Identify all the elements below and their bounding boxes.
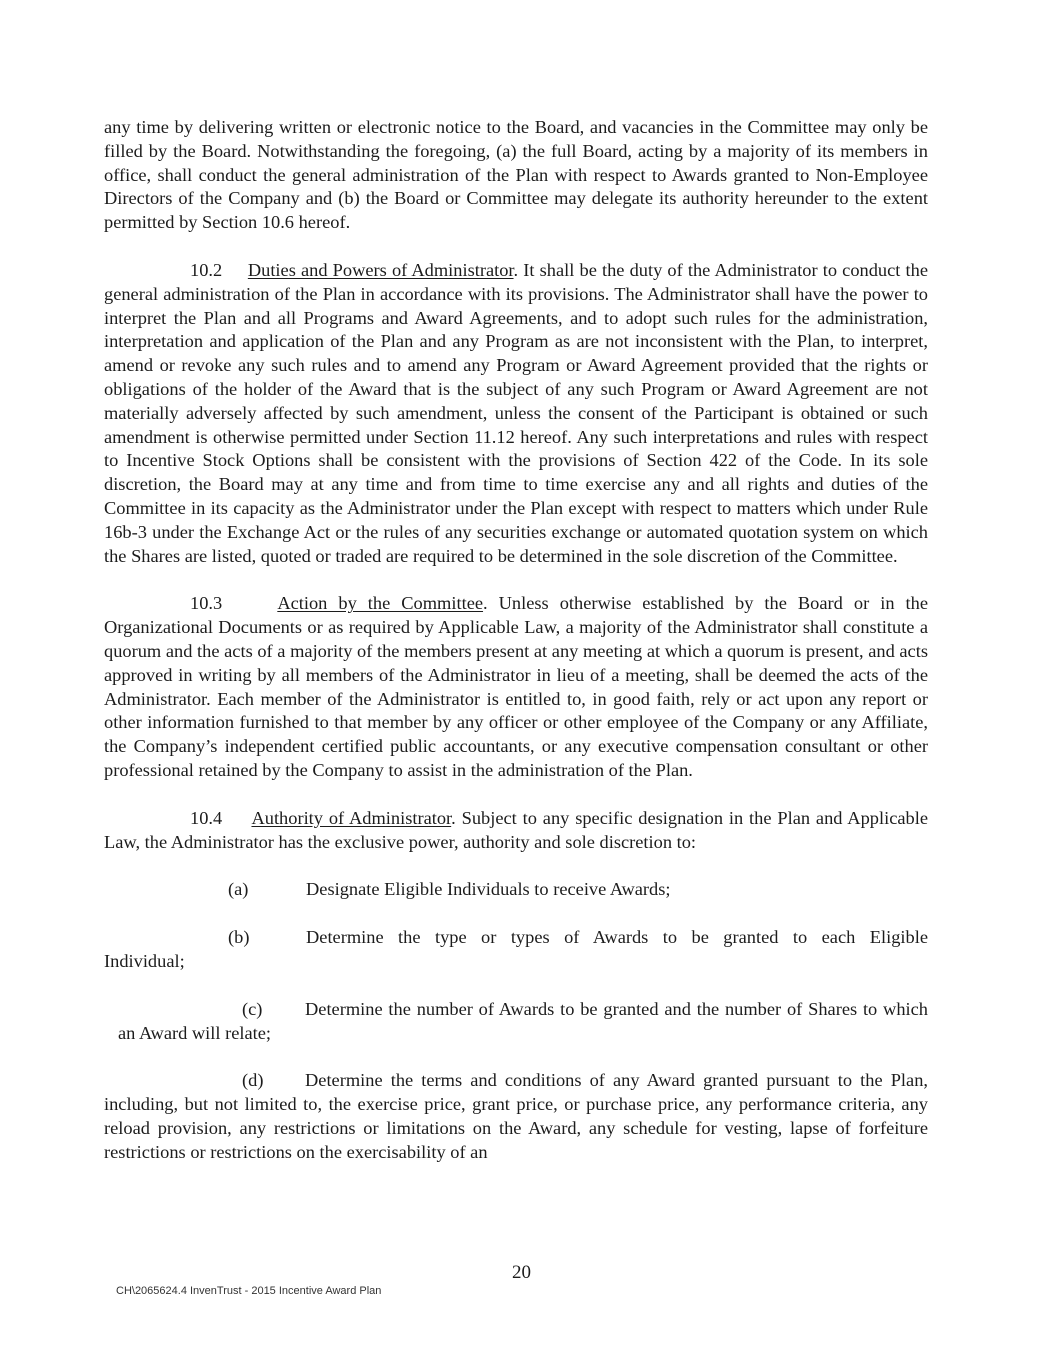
section-10-3: 10.3 Action by the Committee. Unless otherwise established by the Board or in the Organizational Documents or as required by Applicable Law, a majority of the Administrator shall constitute a quorum and the acts of a majority of the members present at any meeting at which a quorum is present, and acts approved in writing by all members of the Administrator in lieu of a meeting, shall be deemed the acts of the Administrator. Each member of the Administrator is entitled to, in good faith, rely or act upon any report or other information furnished to that member by any officer or other employee of the Company or any Affiliate, the Company’s independent certified public accountants, or any executive compensation consultant or other professional retained by the Company to assist in the administration of the Plan. bbox=[104, 593, 929, 780]
section-heading: Action by the Committee bbox=[277, 593, 484, 614]
page-number: 20 bbox=[512, 1262, 531, 1283]
item-text: Designate Eligible Individuals to receive Awards; bbox=[306, 879, 671, 900]
document-id: CH\2065624.4 InvenTrust - 2015 Incentive Award Plan bbox=[116, 1285, 382, 1297]
item-label: (a) bbox=[228, 879, 249, 900]
list-item-a bbox=[104, 878, 928, 902]
intro-paragraph: any time by delivering written or electronic notice to the Board, and vacancies in the Committee may only be filled by the Board. Notwithstanding the foregoing, (a) the full Board, acting by a majority of its members in office, shall conduct the general administration of the Plan with respect to Awards granted to Non-Employee Directors of the Company and (b) the Board or Committee may delegate its authority hereunder to the extent permitted by Section 10.6 hereof. bbox=[104, 117, 928, 233]
item-text-continued: Individual; bbox=[104, 950, 185, 971]
item-label: (c) bbox=[242, 998, 263, 1019]
item-label: (b) bbox=[228, 927, 250, 948]
section-number: 10.4 bbox=[190, 807, 223, 828]
item-label: (d) bbox=[242, 1070, 264, 1091]
item-text: Determine the terms and conditions of any Award granted pursuant to the Plan, including, but not limited to, the exercise price, grant price, or purchase price, any performance criteria, any reload provision, any restrictions or limitations on the Award, any schedule for vesting, lapse of forfeiture restrictions or restrictions on the exercisability of an bbox=[104, 1070, 928, 1162]
item-text: Determine the type or types of Awards to be granted to each Eligible bbox=[306, 927, 928, 948]
item-text: Determine the number of Awards to be granted and the number of Shares to which an Award will relate; bbox=[118, 998, 928, 1043]
section-number: 10.2 bbox=[190, 259, 223, 280]
list-item-b bbox=[104, 926, 928, 974]
section-heading: Authority of Administrator bbox=[251, 807, 452, 828]
list-item-d bbox=[104, 1069, 928, 1164]
list-item-c bbox=[104, 998, 928, 1046]
section-10-4: 10.4 Authority of Administrator. Subject to any specific designation in the Plan and Applicable Law, the Administrator has the exclusive power, authority and sole discretion to: bbox=[104, 807, 928, 852]
section-heading: Duties and Powers of Administrator bbox=[247, 259, 514, 280]
document-page bbox=[104, 116, 928, 1164]
section-body: Subject to any specific designation in the Plan and Applicable Law, the Administrator has the exclusive power, authority and sole discretion to: bbox=[104, 807, 928, 852]
section-10-2: 10.2 Duties and Powers of Administrator. It shall be the duty of the Administrator to conduct the general administration of the Plan in accordance with its provisions. The Administrator shall have the power to interpret the Plan and all Programs and Award Agreements, and to adopt such rules for the administration, interpretation and application of the Plan and any Program as are not inconsistent with the Plan, to interpret, amend or revoke any such rules and to amend any Program or Award Agreement provided that the rights or obligations of the holder of the Award that is the subject of any such Program or Award Agreement are not materially adversely affected by such amendment, unless the consent of the Participant is obtained or such amendment is otherwise permitted under Section 11.12 hereof. Any such interpretations and rules with respect to Incentive Stock Options shall be consistent with the provisions of Section 422 of the Code. In its sole discretion, the Board may at any time and from time to time exercise any and all rights and duties of the Committee in its capacity as the Administrator under the Plan except with respect to matters which under Rule 16b-3 under the Exchange Act or the rules of any securities exchange or automated quotation system on which the Shares are listed, quoted or traded are required to be determined in the sole discretion of the Committee. bbox=[104, 259, 928, 566]
section-body: It shall be the duty of the Administrator to conduct the general administration of the Plan in accordance with its provisions. The Administrator shall have the power to interpret the Plan and all Programs and Award Agreements, and to adopt such rules for the administration, interpretation and application of the Plan and any Program as are not inconsistent with the Plan, to interpret, amend or revoke any such rules and to amend any Program or Award Agreement provided that the rights or obligations of the holder of the Award that is the subject of any such Program or Award Agreement are not materially adversely affected by such amendment, unless the consent of the Participant is obtained or such amendment is otherwise permitted under Section 11.12 hereof. Any such interpretations and rules with respect to Incentive Stock Options shall be consistent with the provisions of Section 422 of the Code. In its sole discretion, the Board may at any time and from time to time exercise any and all rights and duties of the Committee in its capacity as the Administrator under the Plan except with respect to matters which under Rule 16b-3 under the Exchange Act or the rules of any securities exchange or automated quotation system on which the Shares are listed, quoted or traded are required to be determined in the sole discretion of the Committee. bbox=[104, 259, 928, 566]
section-body: Unless otherwise established by the Board or in the Organizational Documents or as required by Applicable Law, a majority of the Administrator shall constitute a quorum and the acts of a majority of the members present at any meeting at which a quorum is present, and acts approved in writing by all members of the Administrator in lieu of a meeting, shall be deemed the acts of the Administrator. Each member of the Administrator is entitled to, in good faith, rely or act upon any report or other information furnished to that member by any officer or other employee of the Company or any Affiliate, the Company’s independent certified public accountants, or any executive compensation consultant or other professional retained by the Company to assist in the administration of the Plan. bbox=[104, 593, 929, 780]
section-number: 10.3 bbox=[190, 593, 223, 614]
